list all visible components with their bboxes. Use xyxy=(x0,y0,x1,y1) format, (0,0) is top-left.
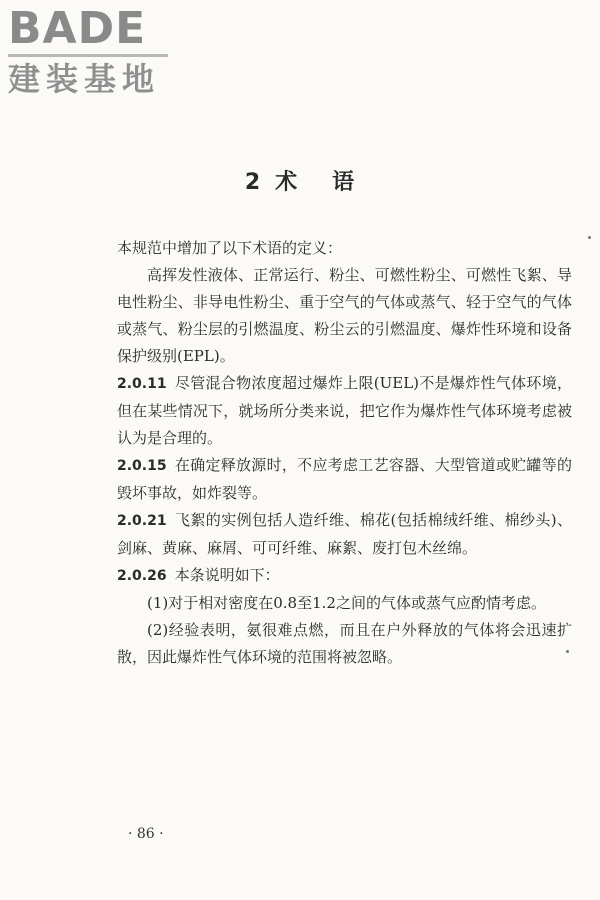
clause-number: 2.0.26 xyxy=(117,568,167,584)
document-body xyxy=(117,235,572,671)
brand-logo xyxy=(8,3,178,98)
scan-speck xyxy=(566,650,569,653)
logo-brand-text: BADE xyxy=(8,3,147,54)
clause-number: 2.0.21 xyxy=(117,513,167,529)
chapter-title xyxy=(0,165,600,196)
scan-speck xyxy=(588,236,591,239)
chapter-title-part1: 术 xyxy=(275,170,299,195)
note-item-2: (2)经验表明，氨很难点燃，而且在户外释放的气体将会迅速扩散，因此爆炸性气体环境的范围将被忽略。 xyxy=(117,621,572,666)
clause-number: 2.0.15 xyxy=(117,458,167,474)
clause-text: 尽管混合物浓度超过爆炸上限(UEL)不是爆炸性气体环境，但在某些情况下，就场所分类来说，把它作为爆炸性气体环境考虑被认为是合理的。 xyxy=(117,374,572,447)
chapter-title-part2: 语 xyxy=(332,170,356,195)
clause-2-0-26 xyxy=(117,562,572,590)
clause-2-0-11 xyxy=(117,370,572,452)
intro-paragraph: 本规范中增加了以下术语的定义： xyxy=(117,239,343,257)
clause-text: 飞絮的实例包括人造纤维、棉花(包括棉绒纤维、棉纱头)、剑麻、黄麻、麻屑、可可纤维、麻絮、废打包木丝绵。 xyxy=(117,511,572,557)
clause-2-0-21 xyxy=(117,507,572,562)
note-item-1: (1)对于相对密度在0.8至1.2之间的气体或蒸气应酌情考虑。 xyxy=(147,594,546,612)
clause-2-0-15 xyxy=(117,452,572,507)
terms-list-paragraph: 高挥发性液体、正常运行、粉尘、可燃性粉尘、可燃性飞絮、导电性粉尘、非导电性粉尘、重于空气的气体或蒸气、轻于空气的气体或蒸气、粉尘层的引燃温度、粉尘云的引燃温度、爆炸性环境和设备保护级别(EPL)。 xyxy=(117,266,572,365)
clause-number: 2.0.11 xyxy=(117,376,167,392)
logo-tagline: 建装基地 xyxy=(8,60,161,98)
clause-text: 本条说明如下： xyxy=(174,566,280,584)
page-number: · 86 · xyxy=(128,826,164,842)
logo-divider xyxy=(8,54,168,57)
chapter-number: 2 xyxy=(244,170,262,195)
clause-text: 在确定释放源时，不应考虑工艺容器、大型管道或贮罐等的毁坏事故，如炸裂等。 xyxy=(117,456,572,502)
